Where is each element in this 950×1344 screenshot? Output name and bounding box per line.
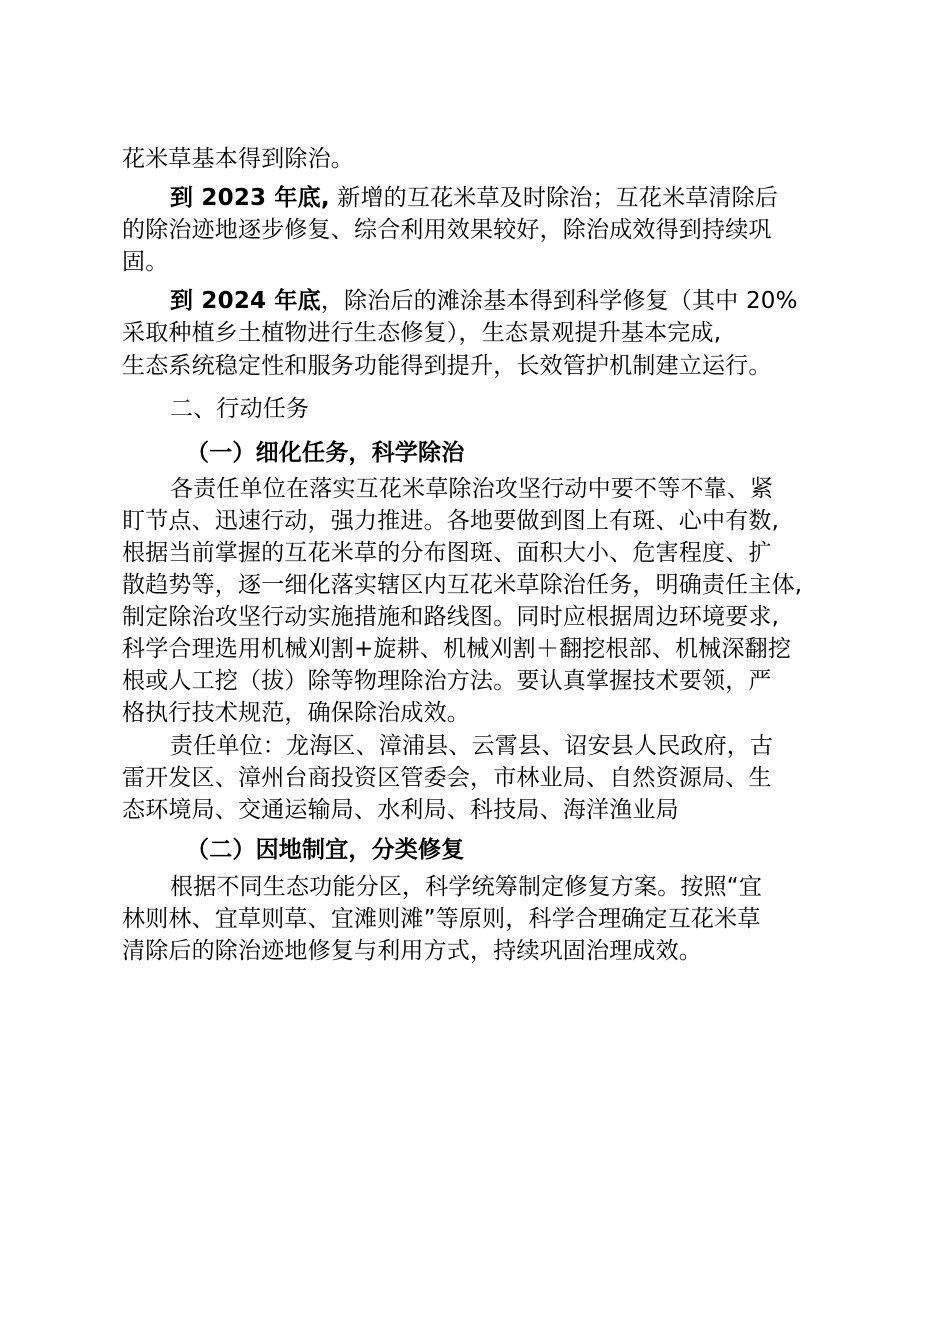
text-line: 态环境局、交通运输局、水利局、科技局、海洋渔业局 bbox=[122, 797, 679, 823]
subsection-heading: （二）因地制宜，分类修复 bbox=[186, 837, 465, 863]
text-line: 的除治迹地逐步修复、综合利用效果较好，除治成效得到持续巩 bbox=[122, 217, 772, 243]
text-line: 根或人工挖（拔）除等物理除治方法。要认真掌握技术要领，严 bbox=[122, 668, 772, 694]
text-line: 花米草基本得到除治。 bbox=[122, 146, 354, 172]
subsection-heading: （一）细化任务，科学除治 bbox=[186, 440, 465, 466]
text-line: 雷开发区、漳州台商投资区管委会，市林业局、自然资源局、生 bbox=[122, 765, 772, 791]
text-line: 到 2023 年底, 新增的互花米草及时除治；互花米草清除后 bbox=[170, 185, 779, 211]
text-line: 生态系统稳定性和服务功能得到提升，长效管护机制建立运行。 bbox=[122, 353, 772, 379]
text-line: 根据当前掌握的互花米草的分布图斑、面积大小、危害程度、扩 bbox=[122, 540, 772, 566]
text-line: 采取种植乡土植物进行生态修复），生态景观提升基本完成, bbox=[122, 320, 722, 346]
text-line: 到 2024 年底，除治后的滩涂基本得到科学修复（其中 20% bbox=[170, 288, 798, 314]
text-line: 盯节点、迅速行动，强力推进。各地要做到图上有斑、心中有数, bbox=[122, 508, 780, 534]
text-line: 格执行技术规范，确保除治成效。 bbox=[122, 700, 470, 726]
text-line: 根据不同生态功能分区，科学统筹制定修复方案。按照“宜 bbox=[170, 874, 763, 900]
text-line: 各责任单位在落实互花米草除治攻坚行动中要不等不靠、紧 bbox=[170, 476, 774, 502]
text-line: 林则林、宜草则草、宜滩则滩”等原则，科学合理确定互花米草 bbox=[122, 906, 761, 932]
text-line: 科学合理选用机械刈割+旋耕、机械刈割＋翻挖根部、机械深翻挖 bbox=[122, 636, 792, 662]
text-line: 责任单位：龙海区、漳浦县、云霄县、诏安县人民政府，古 bbox=[170, 733, 774, 759]
text-line: 清除后的除治迹地修复与利用方式，持续巩固治理成效。 bbox=[122, 938, 702, 964]
section-heading: 二、行动任务 bbox=[170, 396, 310, 422]
text-line: 制定除治攻坚行动实施措施和路线图。同时应根据周边环境要求, bbox=[122, 604, 780, 630]
text-line: 固。 bbox=[122, 249, 169, 275]
text-line: 散趋势等，逐一细化落实辖区内互花米草除治任务，明确责任主体, bbox=[122, 572, 803, 598]
